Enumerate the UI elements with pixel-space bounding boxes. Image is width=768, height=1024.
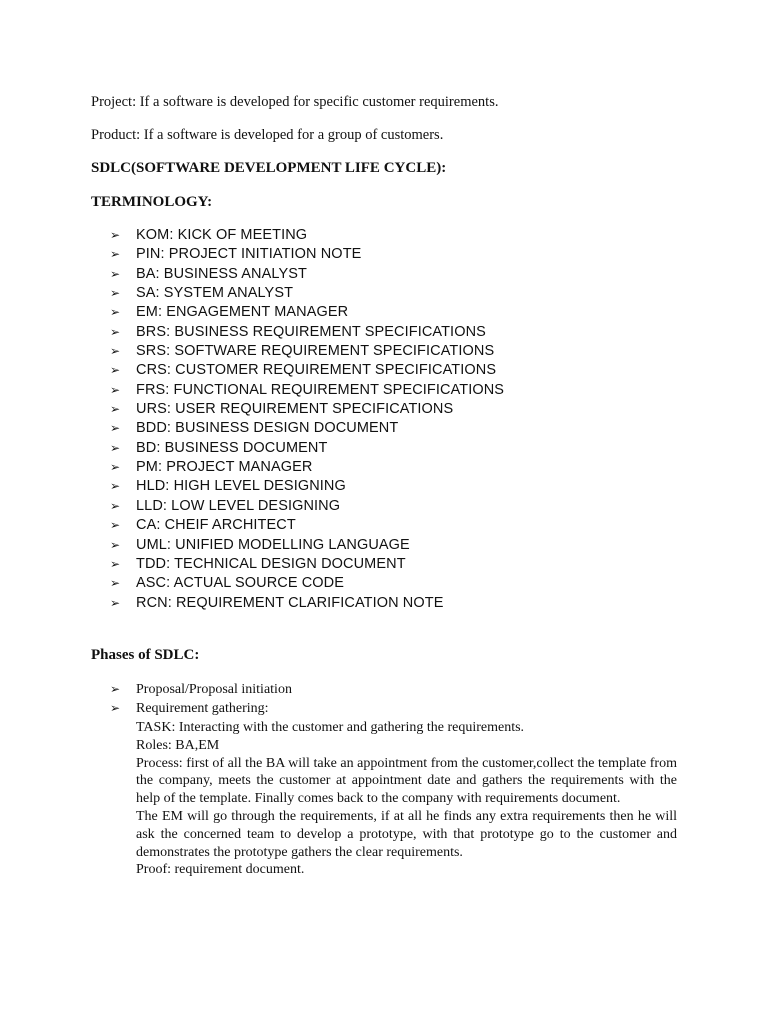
arrow-bullet-icon: ➢ xyxy=(110,460,121,475)
arrow-bullet-icon: ➢ xyxy=(110,402,121,417)
list-item: ➢ ASC: ACTUAL SOURCE CODE xyxy=(110,574,504,593)
arrow-bullet-icon: ➢ xyxy=(110,556,121,571)
list-item: ➢ LLD: LOW LEVEL DESIGNING xyxy=(110,497,504,516)
arrow-bullet-icon: ➢ xyxy=(110,518,121,533)
list-item: ➢ Requirement gathering: xyxy=(110,701,269,716)
list-item: ➢ HLD: HIGH LEVEL DESIGNING xyxy=(110,477,504,496)
arrow-bullet-icon: ➢ xyxy=(110,344,121,359)
list-item: ➢ BD: BUSINESS DOCUMENT xyxy=(110,439,504,458)
phases-heading: Phases of SDLC: xyxy=(91,647,200,663)
sdlc-heading: SDLC(SOFTWARE DEVELOPMENT LIFE CYCLE): xyxy=(91,160,447,176)
arrow-bullet-icon: ➢ xyxy=(110,305,121,320)
terminology-list xyxy=(110,226,504,613)
arrow-bullet-icon: ➢ xyxy=(110,479,121,494)
list-item: ➢ RCN: REQUIREMENT CLARIFICATION NOTE xyxy=(110,594,504,613)
arrow-bullet-icon: ➢ xyxy=(110,247,121,262)
list-item: ➢ CRS: CUSTOMER REQUIREMENT SPECIFICATIONS xyxy=(110,361,504,380)
list-item: ➢ TDD: TECHNICAL DESIGN DOCUMENT xyxy=(110,555,504,574)
list-item: ➢ SRS: SOFTWARE REQUIREMENT SPECIFICATIONS xyxy=(110,342,504,361)
arrow-bullet-icon: ➢ xyxy=(110,701,121,715)
arrow-bullet-icon: ➢ xyxy=(110,363,121,378)
arrow-bullet-icon: ➢ xyxy=(110,266,121,281)
arrow-bullet-icon: ➢ xyxy=(110,537,121,552)
arrow-bullet-icon: ➢ xyxy=(110,228,121,242)
em-paragraph: The EM will go through the requirements, if at all he finds any extra requirements then he will ask the concerned team to develop a prototype, with that prototype go to the customer and demonstrates the prototype gathers the clear requirements. xyxy=(136,808,677,860)
list-item: ➢ BRS: BUSINESS REQUIREMENT SPECIFICATIONS xyxy=(110,323,504,342)
arrow-bullet-icon: ➢ xyxy=(110,421,121,436)
project-definition: Project: If a software is developed for specific customer requirements. xyxy=(91,94,499,110)
arrow-bullet-icon: ➢ xyxy=(110,324,121,339)
terminology-heading: TERMINOLOGY: xyxy=(91,194,213,210)
proof-line: Proof: requirement document. xyxy=(136,862,305,878)
arrow-bullet-icon: ➢ xyxy=(110,498,121,513)
list-item: ➢ BA: BUSINESS ANALYST xyxy=(110,265,504,284)
list-item: ➢ UML: UNIFIED MODELLING LANGUAGE xyxy=(110,536,504,555)
phases-list xyxy=(110,680,292,718)
list-item: ➢ CA: CHEIF ARCHITECT xyxy=(110,516,504,535)
list-item: ➢ KOM: KICK OF MEETING xyxy=(110,226,504,245)
task-line: TASK: Interacting with the customer and gathering the requirements. xyxy=(136,720,525,735)
list-item: ➢ PIN: PROJECT INITIATION NOTE xyxy=(110,245,504,264)
arrow-bullet-icon: ➢ xyxy=(110,382,121,397)
list-item: ➢ FRS: FUNCTIONAL REQUIREMENT SPECIFICATIONS xyxy=(110,381,504,400)
arrow-bullet-icon: ➢ xyxy=(110,682,121,696)
list-item: ➢ EM: ENGAGEMENT MANAGER xyxy=(110,303,504,322)
arrow-bullet-icon: ➢ xyxy=(110,440,121,455)
list-item: ➢ BDD: BUSINESS DESIGN DOCUMENT xyxy=(110,419,504,438)
process-paragraph: Process: first of all the BA will take an appointment from the customer,collect the template from the company, meets the customer at appointment date and gathers the requirements with the help of the template. Finally comes back to the company with requirements document. xyxy=(136,755,677,807)
roles-line: Roles: BA,EM xyxy=(136,737,220,753)
arrow-bullet-icon: ➢ xyxy=(110,576,121,591)
list-item: ➢ SA: SYSTEM ANALYST xyxy=(110,284,504,303)
product-definition: Product: If a software is developed for a group of customers. xyxy=(91,127,444,143)
requirement-gathering-details xyxy=(136,719,677,879)
list-item: ➢ PM: PROJECT MANAGER xyxy=(110,458,504,477)
arrow-bullet-icon: ➢ xyxy=(110,595,121,610)
list-item: ➢ URS: USER REQUIREMENT SPECIFICATIONS xyxy=(110,400,504,419)
list-item: ➢ Proposal/Proposal initiation xyxy=(110,682,292,697)
arrow-bullet-icon: ➢ xyxy=(110,286,121,301)
